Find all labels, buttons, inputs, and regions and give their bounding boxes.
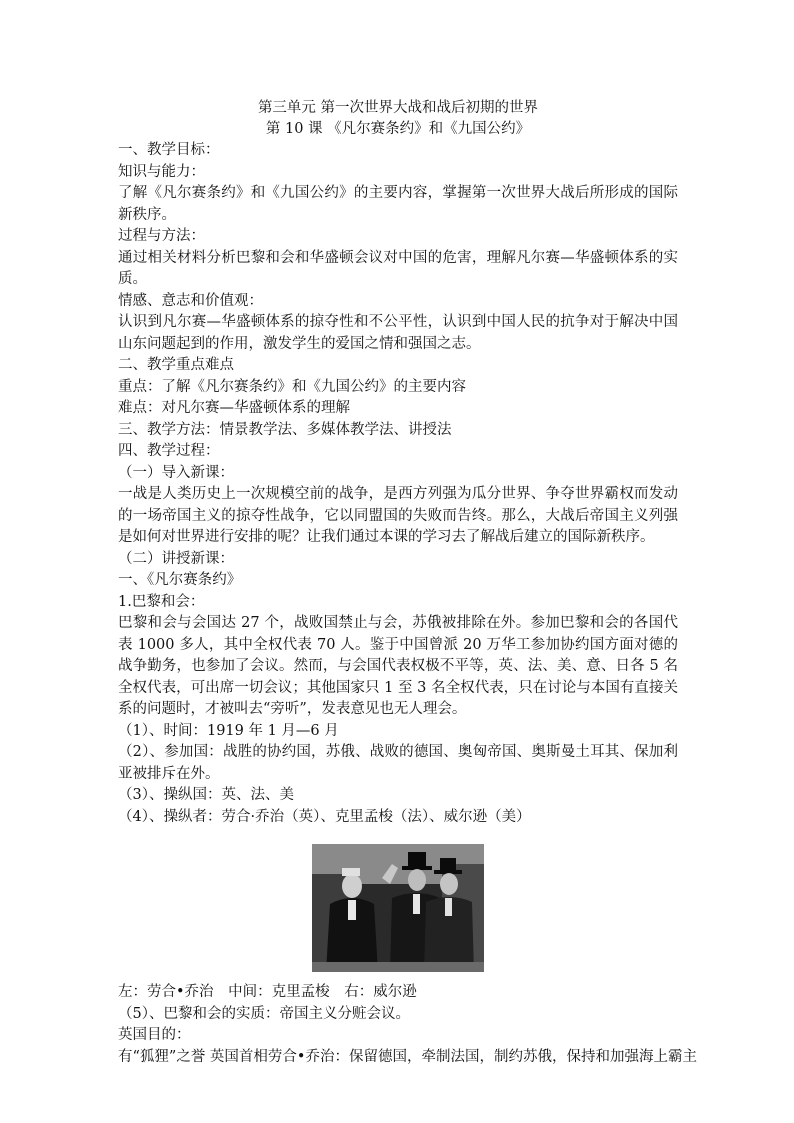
process-heading: 过程与方法：	[118, 228, 205, 244]
teach-heading: （二）讲授新课：	[118, 550, 234, 567]
knowledge-text: 了解《凡尔赛条约》和《九国公约》的主要内容，掌握第一次世界大战后所形成的国际新秩序。	[118, 185, 678, 223]
historical-photo	[312, 844, 484, 972]
key-point: 重点：了解《凡尔赛条约》和《九国公约》的主要内容	[118, 378, 466, 395]
britain-heading: 英国目的：	[118, 1027, 191, 1043]
item-essence: （5）、巴黎和会的实质：帝国主义分赃会议。	[118, 1005, 410, 1022]
document-page	[118, 98, 697, 1068]
britain-text: 有“狐狸”之誉 英国首相劳合•乔治：保留德国，牵制法国，制约苏俄，保持和加强海上霸主	[118, 1048, 697, 1065]
intro-text: 一战是人类历史上一次规模空前的战争，是西方列强为瓜分世界、争夺世界霸权而发动的一场帝国主义的掠夺性战争，它以同盟国的失败而告终。那么，大战后帝国主义列强是如何对世界进行安排的呢？让我们通过本课的学习去了解战后建立的国际新秩序。	[118, 486, 678, 545]
paris-heading: 1.巴黎和会：	[118, 593, 205, 610]
item-manipulators: （4）、操纵者：劳合·乔治（英）、克里孟梭（法）、威尔逊（美）	[118, 808, 531, 825]
caption-right: 右：威尔逊	[344, 984, 417, 1000]
photo-caption	[118, 982, 678, 1004]
caption-middle: 中间：克里孟梭	[228, 984, 330, 1000]
emotion-heading: 情感、意志和价值观：	[118, 292, 263, 309]
lesson-title: 第 10 课 《凡尔赛条约》和《九国公约》	[265, 121, 531, 137]
caption-left: 左：劳合•乔治	[118, 984, 214, 1000]
item-controllers: （3）、操纵国：英、法、美	[118, 787, 294, 803]
item-participants: （2）、参加国：战胜的协约国，苏俄、战败的德国、奥匈帝国、奥斯曼土耳其、保加利亚被排斥在外。	[118, 744, 678, 782]
photo-illustration	[312, 844, 484, 972]
unit-title: 第三单元 第一次世界大战和战后初期的世界	[257, 100, 539, 116]
intro-heading: （一）导入新课：	[118, 464, 234, 481]
process-text: 通过相关材料分析巴黎和会和华盛顿会议对中国的危害，理解凡尔赛—华盛顿体系的实质。	[118, 249, 678, 287]
item-time: （1）、时间：1919 年 1 月—6 月	[118, 722, 339, 739]
methods-line: 三、教学方法：情景教学法、多媒体教学法、讲授法	[118, 421, 452, 438]
emotion-text: 认识到凡尔赛—华盛顿体系的掠夺性和不公平性，认识到中国人民的抗争对于解决中国山东问题起到的作用，激发学生的爱国之情和强国之志。	[118, 314, 678, 352]
key-heading: 二、教学重点难点	[118, 357, 234, 373]
goals-heading: 一、教学目标：	[118, 142, 220, 158]
process-title: 四、教学过程：	[118, 443, 220, 459]
difficult-point: 难点：对凡尔赛—华盛顿体系的理解	[118, 400, 350, 416]
paris-text: 巴黎和会与会国达 27 个，战败国禁止与会，苏俄被排除在外。参加巴黎和会的各国代表 1000 多人，其中全权代表 70 人。鉴于中国曾派 20 万华工参加协约国方面对德的战争勤务，也参加了会议。然而，与会国代表权极不平等，英、法、美、意、日各 5 名全权代表，可出席一切会议；其他国家只 1 至 3 名全权代表，只在讨论与本国有直接关系的问题时，才被叫去“旁听”，发表意见也无人理会。	[118, 615, 678, 717]
knowledge-heading: 知识与能力：	[118, 163, 205, 180]
treaty-heading: 一、《凡尔赛条约》	[118, 572, 242, 588]
